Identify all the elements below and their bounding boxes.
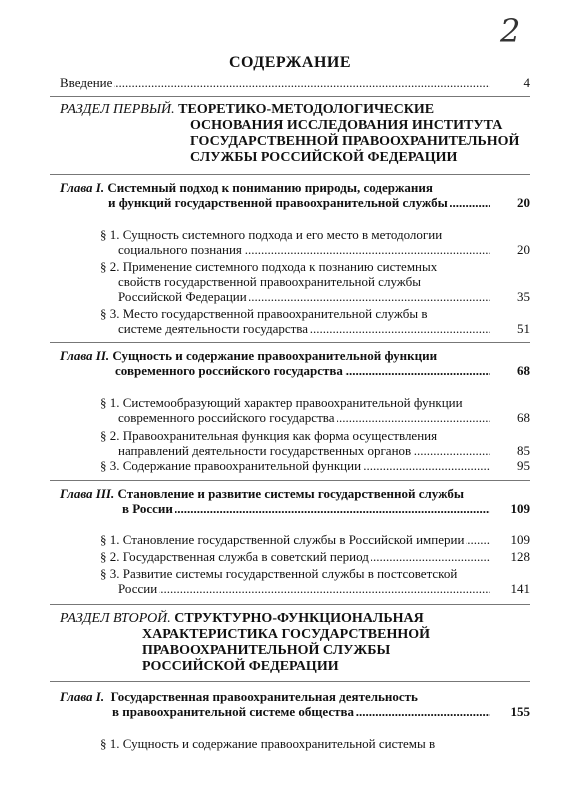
ch1-p1-line1: § 1. Сущность системного подхода и его место в методологии <box>100 227 443 242</box>
chapter-3-prefix: Глава III. <box>60 486 115 501</box>
toc-entry-ch2-p1[interactable] <box>60 395 530 425</box>
intro-page: 4 <box>490 75 530 90</box>
handwritten-page-number: 2 <box>500 12 521 50</box>
chapter-3-line1: Становление и развитие системы государственной службы <box>117 486 464 501</box>
toc-entry-ch2-p3[interactable] <box>60 458 530 473</box>
divider <box>50 96 530 97</box>
s2ch1-p1-line1: § 1. Сущность и содержание правоохранительной системы в <box>100 736 436 751</box>
ch3-p1-page: 109 <box>490 532 530 547</box>
ch2-p2-line1: § 2. Правоохранительная функция как форма осуществления <box>100 428 438 443</box>
ch2-p1-line2: современного российского государства <box>118 410 335 425</box>
section-2-line2: ХАРАКТЕРИСТИКА ГОСУДАРСТВЕННОЙ <box>142 627 431 642</box>
ch1-p1-page: 20 <box>490 242 530 257</box>
chapter-3-page: 109 <box>490 501 530 516</box>
ch1-p2-line2: свойств государственной правоохранительной службы <box>118 274 421 289</box>
chapter-2-line1: Сущность и содержание правоохранительной функции <box>112 348 438 363</box>
section-2-line3: ПРАВООХРАНИТЕЛЬНОЙ СЛУЖБЫ <box>142 643 391 658</box>
s2-chapter-1-page: 155 <box>490 704 530 719</box>
toc-entry-ch1-p1[interactable] <box>60 227 530 257</box>
ch1-p2-page: 35 <box>490 289 530 304</box>
toc-entry-ch1-p2[interactable] <box>60 259 530 304</box>
divider <box>50 604 530 605</box>
s2-chapter-1-line1: Государственная правоохранительная деятельность <box>110 689 418 704</box>
section-2-heading <box>60 611 530 675</box>
ch1-p1-line2: социального познания <box>118 242 242 257</box>
toc-entry-chapter-2[interactable] <box>60 348 530 378</box>
s2-chapter-1-prefix: Глава I. <box>60 689 105 704</box>
divider <box>50 681 530 682</box>
section-1-line4: СЛУЖБЫ РОССИЙСКОЙ ФЕДЕРАЦИИ <box>190 150 458 165</box>
section-2-line4: РОССИЙСКОЙ ФЕДЕРАЦИИ <box>142 659 339 674</box>
toc-entry-intro[interactable] <box>60 75 530 90</box>
section-1-prefix: РАЗДЕЛ ПЕРВЫЙ. <box>60 102 175 117</box>
ch1-p3-line1: § 3. Место государственной правоохранительной службы в <box>100 306 428 321</box>
divider <box>50 480 530 481</box>
ch2-p2-page: 85 <box>490 443 530 458</box>
ch2-p1-page: 68 <box>490 410 530 425</box>
chapter-1-line1: Системный подход к пониманию природы, содержания <box>107 180 433 195</box>
ch2-p3-page: 95 <box>490 458 530 473</box>
toc-title: СОДЕРЖАНИЕ <box>228 54 352 71</box>
ch1-p3-line2: системе деятельности государства <box>118 321 309 336</box>
ch2-p3-line1: § 3. Содержание правоохранительной функции <box>100 458 362 473</box>
ch2-p2-line2: направлений деятельности государственных органов <box>118 443 412 458</box>
s2-chapter-1-line2: в правоохранительной системе общества <box>112 704 355 719</box>
toc-entry-ch1-p3[interactable] <box>60 306 530 336</box>
ch1-p2-line3: Российской Федерации <box>118 289 247 304</box>
section-2-line1: СТРУКТУРНО-ФУНКЦИОНАЛЬНАЯ <box>174 611 424 626</box>
ch1-p2-line1: § 2. Применение системного подхода к познанию системных <box>100 259 438 274</box>
toc-entry-section-2-chapter-1[interactable] <box>60 689 530 719</box>
toc-entry-chapter-3[interactable] <box>60 486 530 516</box>
toc-entry-ch3-p2[interactable] <box>60 549 530 564</box>
section-1-line3: ГОСУДАРСТВЕННОЙ ПРАВООХРАНИТЕЛЬНОЙ <box>190 134 520 149</box>
toc-entry-chapter-1[interactable] <box>60 180 530 210</box>
section-1-line2: ОСНОВАНИЯ ИССЛЕДОВАНИЯ ИНСТИТУТА <box>190 118 503 133</box>
ch2-p1-line1: § 1. Системообразующий характер правоохранительной функции <box>100 395 463 410</box>
section-1-heading <box>60 102 530 166</box>
toc-entry-ch3-p1[interactable] <box>60 532 530 547</box>
toc-entry-ch2-p2[interactable] <box>60 428 530 458</box>
toc-entry-s2ch1-p1[interactable] <box>60 736 530 751</box>
ch3-p1-line1: § 1. Становление государственной службы в Российской империи <box>100 532 465 547</box>
chapter-3-line2: в России <box>122 501 173 516</box>
section-2-prefix: РАЗДЕЛ ВТОРОЙ. <box>60 611 171 626</box>
chapter-2-line2: современного российского государства <box>115 363 343 378</box>
chapter-1-page: 20 <box>490 195 530 210</box>
ch3-p2-page: 128 <box>490 549 530 564</box>
ch3-p2-line1: § 2. Государственная служба в советский период <box>100 549 369 564</box>
toc-entry-ch3-p3[interactable] <box>60 566 530 596</box>
divider <box>50 174 530 175</box>
chapter-2-page: 68 <box>490 363 530 378</box>
intro-label: Введение <box>60 75 113 90</box>
ch3-p3-line1: § 3. Развитие системы государственной службы в постсоветской <box>100 566 458 581</box>
section-1-line1: ТЕОРЕТИКО-МЕТОДОЛОГИЧЕСКИЕ <box>178 102 435 117</box>
ch1-p3-page: 51 <box>490 321 530 336</box>
chapter-1-line2: и функций государственной правоохранительной службы <box>108 195 448 210</box>
divider <box>50 342 530 343</box>
chapter-1-prefix: Глава I. <box>60 180 105 195</box>
ch3-p3-line2: России <box>118 581 158 596</box>
chapter-2-prefix: Глава II. <box>60 348 110 363</box>
ch3-p3-page: 141 <box>490 581 530 596</box>
